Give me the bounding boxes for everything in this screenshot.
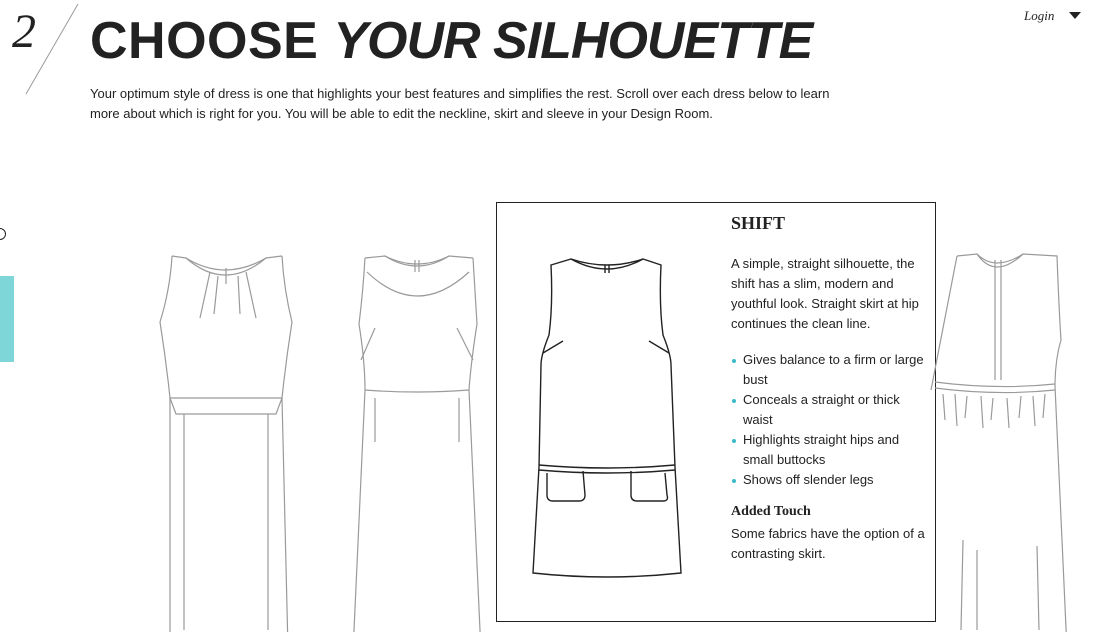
login-link[interactable]: Login: [1024, 8, 1055, 23]
step-divider-slash: [22, 0, 92, 100]
shift-info: [731, 203, 931, 564]
benefit-list: [731, 350, 931, 490]
silhouette-title: SHIFT: [731, 213, 786, 233]
caret-down-icon[interactable]: [1069, 12, 1081, 19]
added-touch-text: Some fabrics have the option of a contrasting skirt.: [731, 526, 925, 561]
dress-option-sheath[interactable]: [150, 250, 300, 630]
added-touch-title: Added Touch: [731, 504, 811, 519]
list-item: Shows off slender legs: [731, 470, 931, 490]
dress-option-shift[interactable]: [531, 255, 691, 585]
list-item: Gives balance to a firm or large bust: [731, 350, 931, 390]
side-tab[interactable]: [0, 276, 14, 362]
title-choose: CHOOSE: [90, 12, 319, 70]
silhouette-description: A simple, straight silhouette, the shift has a slim, modern and youthful look. Straight skirt at hip continues the clean line.: [731, 256, 919, 331]
scroll-left-circle-icon[interactable]: [0, 228, 6, 240]
dress-option-gathered[interactable]: [937, 250, 1072, 630]
page-title: [90, 14, 812, 69]
step-number: 2: [12, 5, 36, 58]
dress-option-drop-waist[interactable]: [345, 252, 490, 632]
list-item: Conceals a straight or thick waist: [731, 390, 931, 430]
intro-text: Your optimum style of dress is one that highlights your best features and simplifies the rest. Scroll over each dress below to learn more about which is right for you. You will be able to edit the neckline, skirt and sleeve in your Design Room.: [90, 86, 830, 121]
shift-detail-panel[interactable]: [496, 202, 936, 622]
title-your-silhouette: YOUR SILHOUETTE: [333, 12, 813, 70]
list-item: Highlights straight hips and small buttocks: [731, 430, 931, 470]
